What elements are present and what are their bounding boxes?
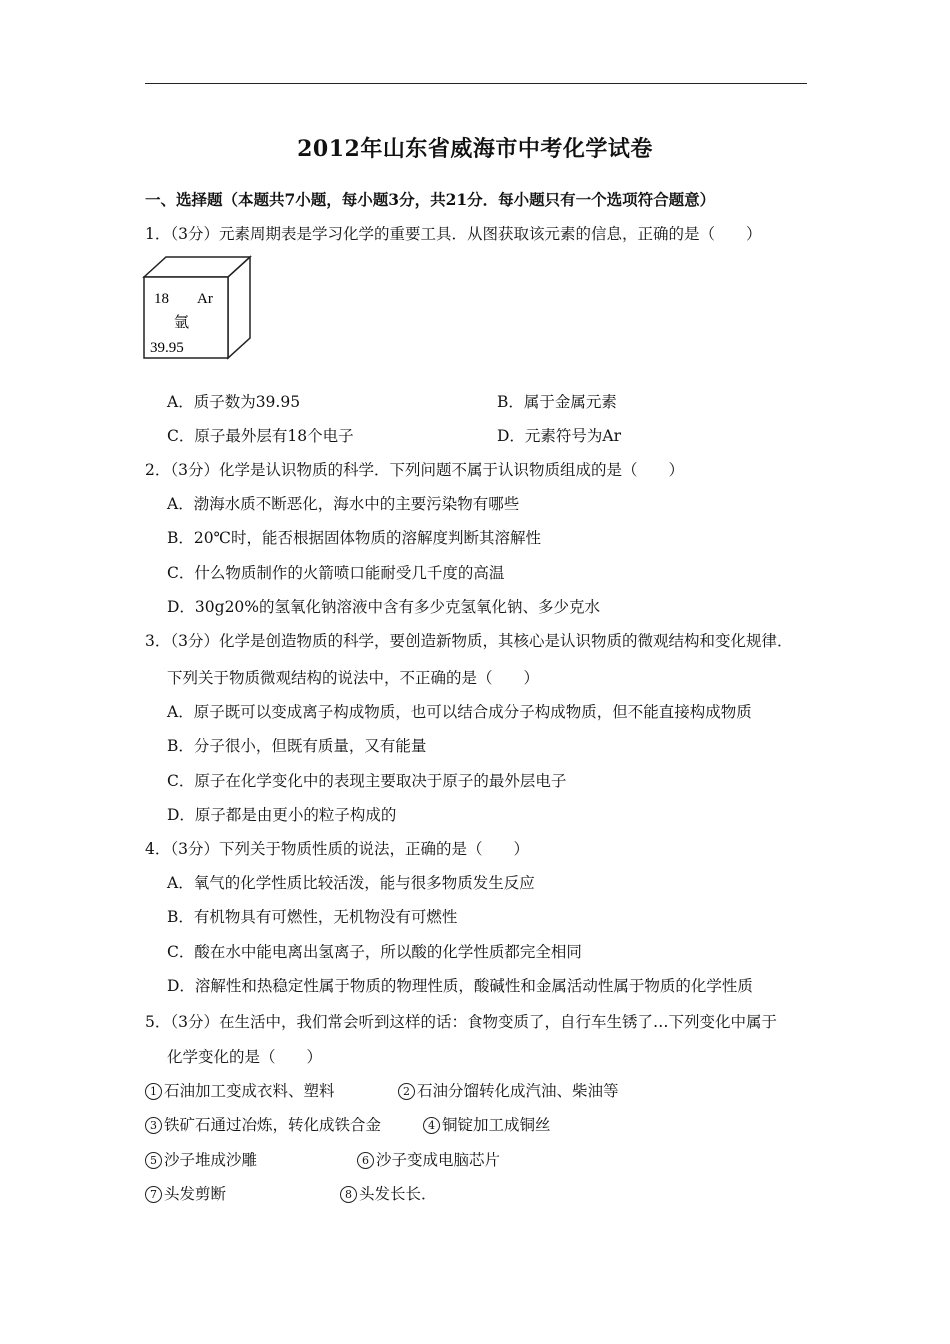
- q1-option-c: C．原子最外层有18个电子: [167, 427, 354, 445]
- q3-option-b: B．分子很小，但既有质量，又有能量: [167, 737, 427, 755]
- q5-item-6: [357, 1150, 500, 1170]
- element-symbol: Ar: [197, 291, 213, 307]
- q4-option-b: B．有机物具有可燃性，无机物没有可燃性: [167, 908, 458, 926]
- q5-item-3: [145, 1115, 381, 1135]
- q5-item-4: [423, 1115, 551, 1135]
- element-card-figure: [142, 255, 254, 361]
- element-mass: 39.95: [150, 340, 184, 356]
- q5-item-2: [398, 1081, 619, 1101]
- q5-item-text: 头发剪断: [164, 1185, 227, 1203]
- q5-item-text: 沙子变成电脑芯片: [376, 1151, 501, 1169]
- q5-item-text: 沙子堆成沙雕: [164, 1151, 258, 1169]
- q4-option-d: D．溶解性和热稳定性属于物质的物理性质，酸碱性和金属活动性属于物质的化学性质: [167, 977, 753, 995]
- cube-top-face: [144, 257, 250, 277]
- q3-option-c: C．原子在化学变化中的表现主要取决于原子的最外层电子: [167, 772, 567, 790]
- q5-item-5: [145, 1150, 257, 1170]
- q3-stem-line1: 3．（3分）化学是创造物质的科学，要创造新物质，其核心是认识物质的微观结构和变化规律．: [145, 632, 793, 650]
- circled-number: 2: [398, 1083, 415, 1100]
- circled-number: 8: [340, 1186, 357, 1203]
- element-number: 18: [154, 291, 169, 307]
- q2-option-b: B．20℃时，能否根据固体物质的溶解度判断其溶解性: [167, 529, 541, 547]
- q3-stem-line2: 下列关于物质微观结构的说法中，不正确的是（ ）: [167, 669, 540, 687]
- circled-number: 5: [145, 1152, 162, 1169]
- cube-side-face: [228, 257, 250, 358]
- circled-number: 3: [145, 1117, 162, 1134]
- q5-item-8: [340, 1184, 437, 1204]
- header-rule: [145, 83, 807, 84]
- q3-option-d: D．原子都是由更小的粒子构成的: [167, 806, 397, 824]
- q5-item-7: [145, 1184, 226, 1204]
- q4-option-a: A．氧气的化学性质比较活泼，能与很多物质发生反应: [167, 874, 535, 892]
- q4-stem: 4．（3分）下列关于物质性质的说法，正确的是（ ）: [145, 840, 529, 858]
- circled-number: 6: [357, 1152, 374, 1169]
- element-name: 氩: [174, 313, 190, 331]
- q3-option-a: A．原子既可以变成离子构成物质，也可以结合成分子构成物质，但不能直接构成物质: [167, 703, 752, 721]
- q1-option-a: A．质子数为39.95: [167, 393, 301, 411]
- q5-item-text: 石油加工变成衣料、塑料: [164, 1082, 335, 1100]
- section-heading: 一、选择题（本题共7小题，每小题3分，共21分．每小题只有一个选项符合题意）: [145, 190, 716, 209]
- circled-number: 7: [145, 1186, 162, 1203]
- q1-option-b: B．属于金属元素: [497, 393, 617, 411]
- q5-item-text: 头发长长．: [359, 1185, 437, 1203]
- q5-item-text: 石油分馏转化成汽油、柴油等: [417, 1082, 619, 1100]
- q5-item-1: [145, 1081, 335, 1101]
- q2-option-a: A．渤海水质不断恶化，海水中的主要污染物有哪些: [167, 495, 520, 513]
- q5-stem-line1: 5．（3分）在生活中，我们常会听到这样的话：食物变质了，自行车生锈了…下列变化中属于: [145, 1013, 777, 1031]
- q2-option-d: D．30g20%的氢氧化钠溶液中含有多少克氢氧化钠、多少克水: [167, 598, 601, 616]
- q5-stem-line2: 化学变化的是（ ）: [167, 1048, 323, 1066]
- exam-title: 2012年山东省威海市中考化学试卷: [297, 136, 653, 162]
- q2-stem: 2．（3分）化学是认识物质的科学．下列问题不属于认识物质组成的是（ ）: [145, 461, 684, 479]
- circled-number: 1: [145, 1083, 162, 1100]
- q2-option-c: C．什么物质制作的火箭喷口能耐受几千度的高温: [167, 564, 505, 582]
- q4-option-c: C．酸在水中能电离出氢离子，所以酸的化学性质都完全相同: [167, 943, 582, 961]
- q1-stem: 1．（3分）元素周期表是学习化学的重要工具．从图获取该元素的信息，正确的是（ ）: [145, 225, 762, 243]
- q5-item-text: 铜锭加工成铜丝: [442, 1116, 551, 1134]
- circled-number: 4: [423, 1117, 440, 1134]
- q5-item-text: 铁矿石通过冶炼，转化成铁合金: [164, 1116, 382, 1134]
- q1-option-d: D．元素符号为Ar: [497, 427, 622, 445]
